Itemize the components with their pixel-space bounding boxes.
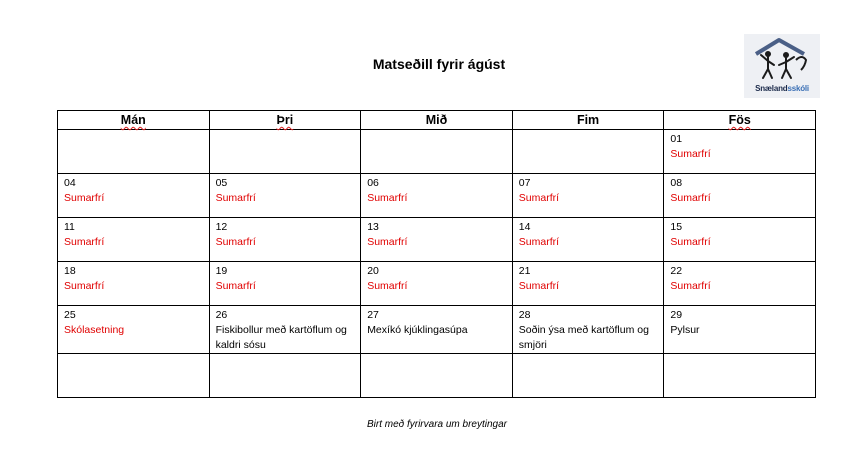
day-cell [512, 354, 664, 398]
menu-item: Skólasetning [64, 324, 125, 336]
day-cell [512, 174, 664, 218]
day-number: 14 [518, 221, 531, 233]
day-cell-content [361, 262, 512, 294]
day-number: 19 [215, 265, 228, 277]
day-number: 13 [367, 221, 379, 233]
day-cell-content [513, 306, 664, 353]
day-cell [512, 218, 664, 262]
day-cell-content [664, 306, 815, 338]
day-cell [209, 306, 361, 354]
header-tue: Þri [209, 111, 361, 130]
week-row [58, 262, 816, 306]
day-cell-content [210, 262, 361, 294]
day-cell-content [664, 130, 815, 162]
day-number: 05 [215, 177, 228, 189]
day-cell-content [58, 130, 209, 132]
day-cell [209, 262, 361, 306]
day-cell [664, 174, 816, 218]
day-cell [361, 130, 513, 174]
day-cell [664, 306, 816, 354]
school-logo-icon [744, 34, 820, 84]
menu-item: Sumarfrí [215, 236, 256, 248]
header-mon: Mán [58, 111, 210, 130]
school-logo-text: Snælandsskóli [755, 84, 809, 93]
menu-item: Mexíkó kjúklingasúpa [367, 324, 468, 336]
day-number: 01 [670, 133, 683, 145]
day-cell [512, 262, 664, 306]
menu-item: Sumarfrí [518, 192, 560, 204]
day-cell [512, 130, 664, 174]
menu-item: Sumarfrí [670, 192, 711, 204]
day-cell-content [513, 174, 664, 206]
week-row [58, 306, 816, 354]
day-cell-content [664, 354, 815, 356]
day-cell-content [664, 262, 815, 294]
menu-item: Soðin ýsa með kartöflum og smjöri [518, 324, 649, 351]
day-cell [209, 174, 361, 218]
school-logo [744, 34, 820, 98]
day-cell-content [361, 354, 512, 356]
week-row [58, 130, 816, 174]
day-number: 12 [215, 221, 228, 233]
day-cell [58, 306, 210, 354]
day-cell-content [664, 174, 815, 206]
menu-item: Pylsur [670, 324, 700, 336]
day-number: 29 [670, 309, 683, 321]
menu-item: Sumarfrí [215, 192, 256, 204]
day-number: 20 [367, 265, 379, 277]
day-number: 11 [64, 221, 75, 233]
menu-item: Sumarfrí [670, 148, 711, 160]
menu-table [57, 110, 816, 398]
menu-item: Sumarfrí [367, 236, 408, 248]
day-number: 25 [64, 309, 76, 321]
week-row [58, 354, 816, 398]
day-cell [361, 262, 513, 306]
menu-item: Sumarfrí [215, 280, 256, 292]
day-cell-content [513, 218, 664, 250]
menu-item: Sumarfrí [367, 280, 408, 292]
day-cell-content [513, 130, 664, 132]
day-cell-content [361, 218, 512, 250]
day-cell-content [513, 262, 664, 294]
day-number: 08 [670, 177, 683, 189]
day-cell-content [210, 306, 361, 353]
day-number: 04 [64, 177, 76, 189]
week-row [58, 218, 816, 262]
day-cell-content [513, 354, 664, 356]
day-cell [209, 354, 361, 398]
day-cell [361, 306, 513, 354]
day-cell [58, 174, 210, 218]
day-cell-content [361, 306, 512, 338]
day-cell [361, 218, 513, 262]
menu-item: Fiskibollur með kartöflum og kaldri sósu [215, 324, 347, 351]
day-cell-content [664, 218, 815, 250]
week-row [58, 174, 816, 218]
day-cell [58, 262, 210, 306]
day-cell-content [210, 130, 361, 132]
menu-body [58, 130, 816, 398]
day-cell [58, 218, 210, 262]
day-cell-content [58, 354, 209, 356]
day-cell [209, 218, 361, 262]
day-cell-content [361, 130, 512, 132]
day-cell-content [58, 218, 209, 250]
day-cell [361, 354, 513, 398]
day-cell [58, 130, 210, 174]
page-title: Matseðill fyrir ágúst [372, 56, 506, 72]
menu-item: Sumarfrí [64, 192, 105, 204]
header-fri: Fös [664, 111, 816, 130]
day-cell-content [210, 218, 361, 250]
day-number: 28 [518, 309, 531, 321]
day-cell-content [210, 174, 361, 206]
day-number: 22 [670, 265, 683, 277]
day-number: 07 [518, 177, 531, 189]
day-number: 21 [518, 265, 531, 277]
header-wed: Mið [361, 111, 513, 130]
day-cell-content [361, 174, 512, 206]
day-cell [209, 130, 361, 174]
day-cell-content [58, 262, 209, 294]
menu-item: Sumarfrí [367, 192, 408, 204]
day-cell [58, 354, 210, 398]
day-number: 18 [64, 265, 76, 277]
header-thu: Fim [512, 111, 664, 130]
menu-item: Sumarfrí [64, 280, 105, 292]
day-cell-content [58, 306, 209, 338]
day-number: 27 [367, 309, 379, 321]
day-cell-content [210, 354, 361, 356]
menu-item: Sumarfrí [670, 236, 711, 248]
menu-item: Sumarfrí [64, 236, 105, 248]
menu-item: Sumarfrí [518, 280, 560, 292]
day-cell [664, 354, 816, 398]
header-row [58, 111, 816, 130]
day-number: 06 [367, 177, 379, 189]
day-number: 26 [215, 309, 228, 321]
day-cell [664, 218, 816, 262]
menu-item: Sumarfrí [670, 280, 711, 292]
day-cell [512, 306, 664, 354]
day-cell [664, 130, 816, 174]
footer-note: Birt með fyrirvara um breytingar [366, 419, 508, 430]
day-cell [664, 262, 816, 306]
day-cell [361, 174, 513, 218]
day-number: 15 [670, 221, 683, 233]
day-cell-content [58, 174, 209, 206]
menu-item: Sumarfrí [518, 236, 560, 248]
